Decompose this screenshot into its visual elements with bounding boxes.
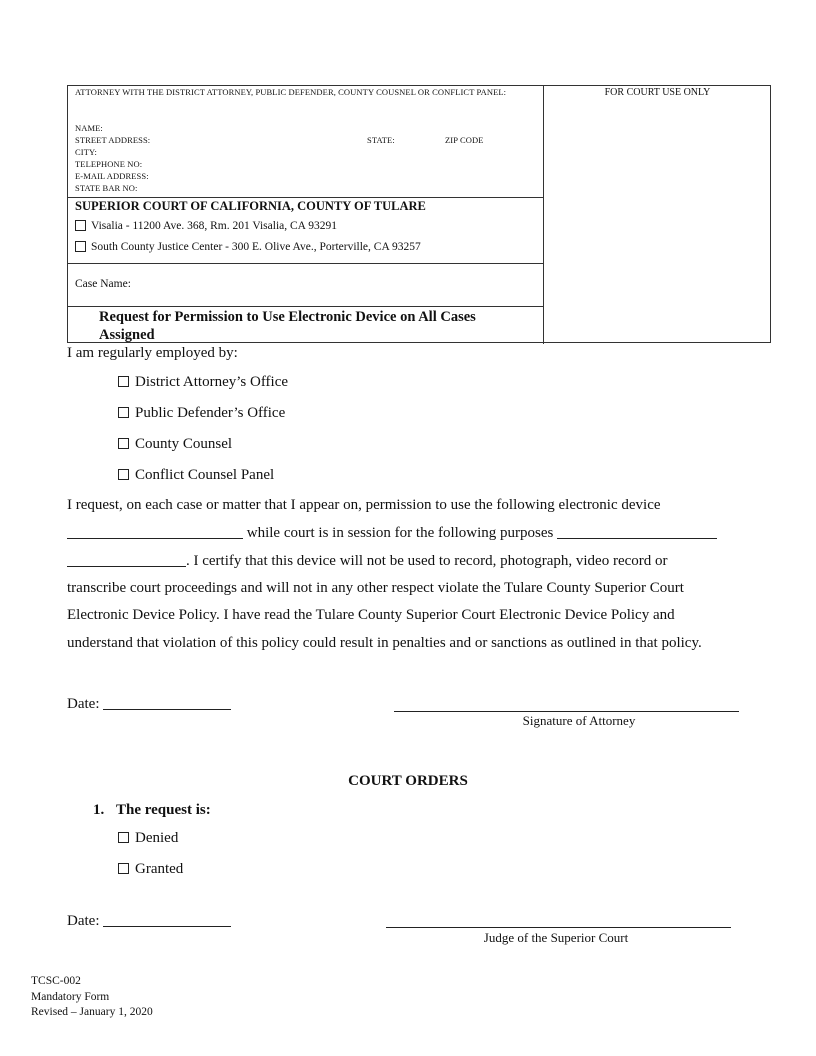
employment-option[interactable] [118, 374, 288, 391]
request-line [67, 552, 668, 570]
judge-signature-label: Judge of the Superior Court [483, 930, 629, 945]
location-south-county-checkbox[interactable] [75, 241, 86, 252]
request-text: . I certify that this device will not be used to record, photograph, video record or [186, 553, 668, 569]
city-label: CITY: [75, 147, 97, 157]
request-line: transcribe court proceedings and will not in any other respect violate the Tulare County Superior Court [67, 580, 684, 596]
attorney-header: ATTORNEY WITH THE DISTRICT ATTORNEY, PUBLIC DEFENDER, COUNTY COUSNEL OR CONFLICT PANEL: [75, 87, 507, 97]
court-use-label: FOR COURT USE ONLY [604, 87, 711, 98]
order-option-label: Granted [135, 861, 184, 877]
order-item-number: 1. [93, 802, 105, 818]
employment-option-label: Public Defender’s Office [135, 405, 286, 421]
checkbox[interactable] [118, 438, 129, 449]
case-name-label: Case Name: [75, 278, 131, 290]
email-label: E-MAIL ADDRESS: [75, 171, 149, 181]
location-south-county[interactable] [75, 241, 421, 253]
bar-label: STATE BAR NO: [75, 183, 138, 193]
judge-date-field[interactable] [103, 912, 231, 927]
order-option-granted[interactable] [118, 861, 183, 878]
checkbox[interactable] [118, 863, 129, 874]
form-title [99, 308, 539, 344]
date-label: Date: [67, 913, 100, 929]
employment-option[interactable] [118, 436, 232, 453]
attorney-date [67, 695, 231, 713]
court-orders-heading: COURT ORDERS [348, 773, 468, 789]
employment-option[interactable] [118, 405, 285, 422]
form-footer [31, 974, 153, 1021]
attorney-date-field[interactable] [103, 695, 231, 710]
caption-rule [68, 263, 543, 264]
checkbox[interactable] [118, 469, 129, 480]
name-label: NAME: [75, 123, 103, 133]
judge-date [67, 912, 231, 930]
order-option-label: Denied [135, 830, 179, 846]
court-name: SUPERIOR COURT OF CALIFORNIA, COUNTY OF TULARE [75, 199, 426, 213]
zip-label: ZIP CODE [445, 135, 484, 145]
judge-signature-field[interactable] [386, 913, 731, 928]
employment-option-label: Conflict Counsel Panel [135, 467, 275, 483]
employment-option-label: District Attorney’s Office [135, 374, 289, 390]
location-visalia[interactable] [75, 220, 337, 232]
location-visalia-label: Visalia - 11200 Ave. 368, Rm. 201 Visalia, CA 93291 [91, 220, 337, 232]
request-line: Electronic Device Policy. I have read the Tulare County Superior Court Electronic Device Policy and [67, 607, 675, 623]
employment-intro: I am regularly employed by: [67, 345, 238, 361]
state-label: STATE: [367, 135, 395, 145]
device-field[interactable] [67, 524, 243, 539]
order-item-label: The request is: [116, 802, 211, 818]
request-text: while court is in session for the following purposes [243, 525, 558, 541]
request-line: understand that violation of this policy could result in penalties and or sanctions as outlined in that policy. [67, 635, 702, 651]
phone-label: TELEPHONE NO: [75, 159, 143, 169]
form-title-line: Request for Permission to Use Electronic Device on All Cases [99, 309, 476, 325]
attorney-signature-label: Signature of Attorney [522, 713, 636, 728]
checkbox[interactable] [118, 407, 129, 418]
street-label: STREET ADDRESS: [75, 135, 151, 145]
checkbox[interactable] [118, 376, 129, 387]
date-label: Date: [67, 696, 100, 712]
location-south-county-label: South County Justice Center - 300 E. Olive Ave., Porterville, CA 93257 [91, 241, 421, 253]
order-option-denied[interactable] [118, 830, 178, 847]
request-line: I request, on each case or matter that I appear on, permission to use the following electronic device [67, 497, 661, 513]
checkbox[interactable] [118, 832, 129, 843]
location-visalia-checkbox[interactable] [75, 220, 86, 231]
caption-rule [68, 197, 543, 198]
caption-rule [68, 306, 543, 307]
purpose-field-continued[interactable] [67, 552, 186, 567]
mandatory-label: Mandatory Form [31, 990, 110, 1003]
attorney-signature-field[interactable] [394, 697, 739, 712]
caption-divider [543, 86, 544, 344]
employment-option-label: County Counsel [135, 436, 233, 452]
employment-option[interactable] [118, 467, 274, 484]
form-title-line: Assigned [99, 327, 155, 343]
form-id: TCSC-002 [31, 975, 81, 987]
revised-date: Revised – January 1, 2020 [31, 1006, 153, 1018]
caption-box [67, 85, 771, 343]
request-line [67, 524, 717, 542]
purpose-field[interactable] [557, 524, 717, 539]
